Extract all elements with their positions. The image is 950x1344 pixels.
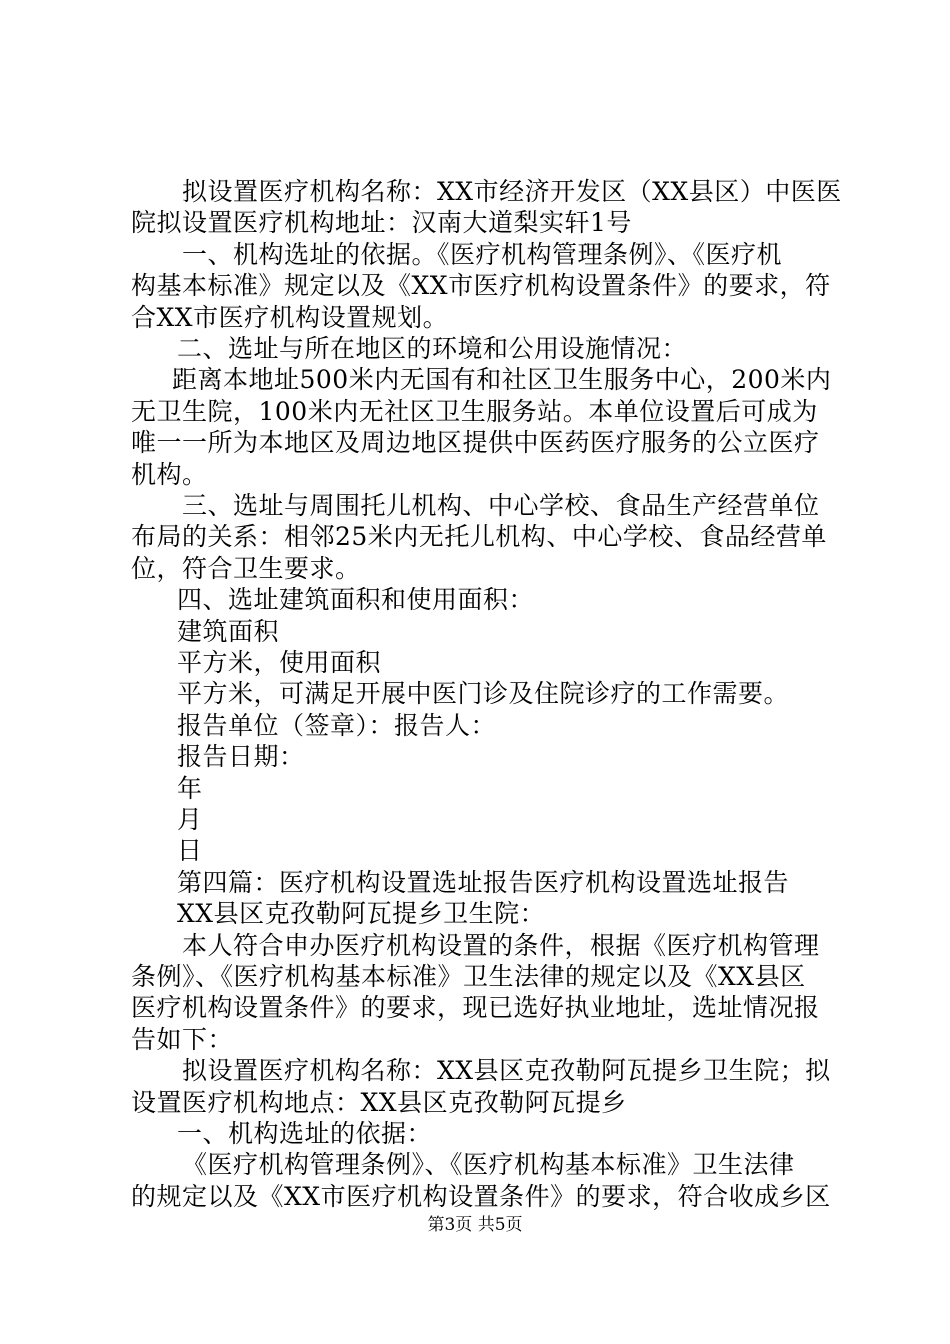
text-line: 医疗机构设置条件》的要求，现已选好执业地址，选址情况报 (131, 993, 820, 1022)
text-line: 三、选址与周围托儿机构、中心学校、食品生产经营单位 (182, 491, 820, 520)
text-line: 机构。 (131, 460, 208, 489)
text-line: 无卫生院，100米内无社区卫生服务站。本单位设置后可成为 (131, 397, 818, 426)
text-line: 一、机构选址的依据。《医疗机构管理条例》、《医疗机 (182, 240, 783, 269)
text-line: 《医疗机构管理条例》、《医疗机构基本标准》卫生法律 (182, 1150, 795, 1179)
text-line: 建筑面积 (177, 617, 280, 646)
text-line: 月 (177, 805, 203, 834)
text-line: 日 (177, 836, 203, 865)
text-line: 合XX市医疗机构设置规划。 (131, 303, 449, 332)
text-line: 平方米，可满足开展中医门诊及住院诊疗的工作需要。 (177, 679, 790, 708)
text-line: 本人符合申办医疗机构设置的条件，根据《医疗机构管理 (182, 931, 820, 960)
text-line: 报告日期： (177, 742, 305, 771)
text-line: 告如下： (131, 1025, 234, 1054)
text-line: 平方米，使用面积 (177, 648, 382, 677)
page-footer: 第3页 共5页 (427, 1215, 523, 1235)
text-line: 设置医疗机构地点：XX县区克孜勒阿瓦提乡 (131, 1088, 627, 1117)
text-line: 年 (177, 774, 203, 803)
text-line: 一、机构选址的依据： (177, 1119, 433, 1148)
text-line: 报告单位（签章）：报告人： (177, 711, 497, 740)
text-line: XX县区克孜勒阿瓦提乡卫生院： (177, 899, 546, 928)
text-line: 位，符合卫生要求。 (131, 554, 361, 583)
text-line: 布局的关系：相邻25米内无托儿机构、中心学校、食品经营单 (131, 522, 827, 551)
text-line: 院拟设置医疗机构地址：汉南大道梨实轩1号 (131, 208, 632, 237)
text-line: 拟设置医疗机构名称：XX县区克孜勒阿瓦提乡卫生院；拟 (182, 1056, 831, 1085)
text-line: 距离本地址500米内无国有和社区卫生服务中心，200米内 (172, 365, 832, 394)
text-line: 第四篇：医疗机构设置选址报告医疗机构设置选址报告 (177, 868, 790, 897)
text-line: 二、选址与所在地区的环境和公用设施情况： (177, 334, 688, 363)
text-line: 拟设置医疗机构名称：XX市经济开发区（XX县区）中医医 (182, 177, 842, 206)
text-line: 条例》、《医疗机构基本标准》卫生法律的规定以及《XX县区 (131, 962, 806, 991)
text-line: 的规定以及《XX市医疗机构设置条件》的要求，符合收成乡区 (131, 1182, 831, 1211)
text-line: 唯一一所为本地区及周边地区提供中医药医疗服务的公立医疗 (131, 428, 820, 457)
text-line: 构基本标准》规定以及《XX市医疗机构设置条件》的要求，符 (131, 271, 831, 300)
text-line: 四、选址建筑面积和使用面积： (177, 585, 535, 614)
